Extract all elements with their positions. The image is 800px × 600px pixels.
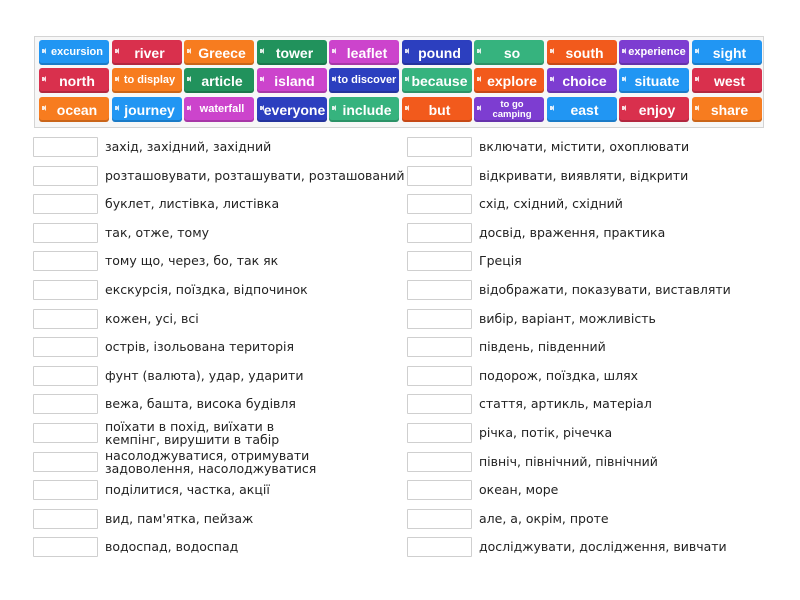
word-tile-label: enjoy (638, 101, 676, 118)
definition-text: буклет, листівка, листівка (105, 196, 280, 212)
speaker-icon[interactable] (42, 105, 46, 111)
word-tile-choice[interactable] (547, 68, 617, 93)
definition-text: досліджувати, дослідження, вивчати (479, 539, 727, 555)
speaker-icon[interactable] (622, 105, 626, 111)
word-tile-label: east (570, 101, 599, 118)
answer-slot[interactable] (407, 280, 472, 300)
speaker-icon[interactable] (42, 48, 46, 54)
word-tile-waterfall[interactable] (184, 97, 254, 122)
word-tile-everyone[interactable] (257, 97, 327, 122)
definition-text: водоспад, водоспад (105, 539, 239, 555)
answer-slot[interactable] (407, 309, 472, 329)
word-tile-label: to discover (337, 74, 397, 86)
answer-slot[interactable] (407, 137, 472, 157)
definition-text: схід, східний, східний (479, 196, 623, 212)
word-tile-ocean[interactable] (39, 97, 109, 122)
word-tile-label: choice (562, 72, 607, 89)
definition-text: але, а, окрім, проте (479, 510, 609, 526)
speaker-icon[interactable] (405, 48, 409, 54)
word-tile-label: article (201, 72, 243, 89)
word-tile-label: everyone (263, 101, 326, 118)
word-tile-label: excursion (51, 46, 103, 58)
word-tile-to-display[interactable] (112, 68, 182, 93)
answer-slot[interactable] (33, 452, 98, 472)
word-tile-river[interactable] (112, 40, 182, 65)
word-tile-label: share (710, 101, 749, 118)
speaker-icon[interactable] (695, 105, 699, 111)
speaker-icon[interactable] (477, 105, 481, 111)
answer-slot[interactable] (407, 452, 472, 472)
definition-text: відкривати, виявляти, відкрити (479, 167, 689, 183)
word-tile-island[interactable] (257, 68, 327, 93)
answer-slot[interactable] (33, 137, 98, 157)
definition-text: вибір, варіант, можливість (479, 310, 656, 326)
definition-text: насолоджуватися, отримувати задоволення, насолоджуватися (105, 447, 317, 476)
speaker-icon[interactable] (187, 48, 191, 54)
speaker-icon[interactable] (550, 105, 554, 111)
word-tile-article[interactable] (184, 68, 254, 93)
speaker-icon[interactable] (550, 48, 554, 54)
speaker-icon[interactable] (187, 76, 191, 82)
answer-slot[interactable] (407, 223, 472, 243)
word-tile-to-discover[interactable] (329, 68, 399, 93)
word-tile-label: include (342, 101, 392, 118)
definition-text: тому що, через, бо, так як (105, 253, 279, 269)
word-tile-enjoy[interactable] (619, 97, 689, 122)
answer-slot[interactable] (407, 337, 472, 357)
word-tile-west[interactable] (692, 68, 762, 93)
answer-slot[interactable] (407, 480, 472, 500)
word-tile-label: south (565, 44, 604, 61)
word-tile-label: journey (124, 101, 175, 118)
definition-text: фунт (валюта), удар, ударити (105, 367, 304, 383)
answer-slot[interactable] (33, 537, 98, 557)
word-tile-label: to go camping (492, 98, 532, 120)
word-tile-label: experience (628, 46, 686, 58)
definition-text: поділитися, частка, акції (105, 482, 270, 498)
speaker-icon[interactable] (332, 48, 336, 54)
speaker-icon[interactable] (695, 76, 699, 82)
speaker-icon[interactable] (115, 48, 119, 54)
word-tile-label: ocean (56, 101, 98, 118)
speaker-icon[interactable] (332, 105, 336, 111)
word-tile-excursion[interactable] (39, 40, 109, 65)
definition-text: поїхати в похід, виїхати в кемпінг, вирушити в табір (105, 419, 280, 447)
definition-text: відображати, показувати, виставляти (479, 282, 731, 297)
word-tile-journey[interactable] (112, 97, 182, 122)
word-tile-south[interactable] (547, 40, 617, 65)
definition-text: північ, північний, північний (479, 453, 658, 469)
answer-slot[interactable] (407, 423, 472, 443)
definition-text: острів, ізольована територія (105, 339, 295, 355)
definition-text: вид, пам'ятка, пейзаж (105, 510, 254, 526)
speaker-icon[interactable] (550, 76, 554, 82)
speaker-icon[interactable] (477, 48, 481, 54)
speaker-icon[interactable] (332, 76, 336, 82)
answer-slot[interactable] (33, 280, 98, 300)
answer-slot[interactable] (33, 223, 98, 243)
word-tile-label: leaflet (346, 44, 388, 61)
definition-text: кожен, усі, всі (105, 310, 199, 326)
word-tile-label: explore (487, 72, 537, 89)
answer-slot[interactable] (33, 309, 98, 329)
word-tile-pound[interactable] (402, 40, 472, 65)
word-tile-to-go-camping[interactable] (474, 97, 544, 122)
definition-text: річка, потік, річечка (479, 425, 613, 440)
definition-text: так, отже, тому (105, 224, 210, 240)
word-tile-label: pound (418, 44, 461, 61)
speaker-icon[interactable] (260, 48, 264, 54)
word-tile-explore[interactable] (474, 68, 544, 93)
word-tile-greece[interactable] (184, 40, 254, 65)
answer-slot[interactable] (33, 480, 98, 500)
answer-slot[interactable] (33, 394, 98, 414)
word-tile-label: because (411, 72, 468, 89)
answer-slot[interactable] (407, 251, 472, 271)
speaker-icon[interactable] (260, 76, 264, 82)
word-tile-label: river (134, 44, 165, 61)
answer-slot[interactable] (33, 366, 98, 386)
word-tile-because[interactable] (402, 68, 472, 93)
word-tile-situate[interactable] (619, 68, 689, 93)
speaker-icon[interactable] (187, 105, 191, 111)
definition-text: Греція (479, 253, 522, 269)
word-tile-experience[interactable] (619, 40, 689, 65)
answer-slot[interactable] (407, 194, 472, 214)
word-tile-label: island (274, 72, 315, 89)
speaker-icon[interactable] (405, 105, 409, 111)
answer-slot[interactable] (33, 423, 98, 443)
answer-slot[interactable] (407, 166, 472, 186)
word-tile-label: tower (275, 44, 314, 61)
word-tile-share[interactable] (692, 97, 762, 122)
definition-text: включати, містити, охоплювати (479, 139, 690, 154)
speaker-icon[interactable] (622, 76, 626, 82)
definition-text: екскурсія, поїздка, відпочинок (105, 282, 308, 297)
word-tile-label: but (428, 101, 451, 118)
speaker-icon[interactable] (695, 48, 699, 54)
answer-slot[interactable] (33, 509, 98, 529)
answer-slot[interactable] (33, 166, 98, 186)
definition-text: досвід, враження, практика (479, 224, 666, 240)
word-tile-label: to display (123, 74, 176, 86)
word-tile-label: sight (712, 44, 747, 61)
speaker-icon[interactable] (260, 105, 264, 111)
word-tile-label: so (503, 44, 521, 61)
answer-slot[interactable] (33, 251, 98, 271)
answer-slot[interactable] (407, 394, 472, 414)
speaker-icon[interactable] (115, 105, 119, 111)
word-tile-label: north (59, 72, 95, 89)
word-tile-label: waterfall (199, 103, 245, 115)
word-tile-but[interactable] (402, 97, 472, 122)
word-tile-tower[interactable] (257, 40, 327, 65)
definition-text: розташовувати, розташувати, розташований (105, 167, 405, 183)
word-tile-east[interactable] (547, 97, 617, 122)
definition-text: захід, західний, західний (105, 139, 272, 154)
definition-text: вежа, башта, висока будівля (105, 396, 296, 412)
word-tile-label: west (713, 72, 746, 89)
speaker-icon[interactable] (622, 48, 626, 54)
word-tile-sight[interactable] (692, 40, 762, 65)
word-tile-leaflet[interactable] (329, 40, 399, 65)
definition-text: стаття, артикль, матеріал (479, 396, 652, 412)
definition-text: південь, південний (479, 339, 606, 355)
definition-text: подорож, поїздка, шлях (479, 367, 638, 383)
word-tile-so[interactable] (474, 40, 544, 65)
answer-slot[interactable] (33, 337, 98, 357)
answer-slot[interactable] (407, 366, 472, 386)
word-tile-include[interactable] (329, 97, 399, 122)
speaker-icon[interactable] (42, 76, 46, 82)
answer-slot[interactable] (407, 509, 472, 529)
word-tile-north[interactable] (39, 68, 109, 93)
speaker-icon[interactable] (405, 76, 409, 82)
answer-slot[interactable] (33, 194, 98, 214)
word-tile-label: Greece (198, 44, 246, 61)
speaker-icon[interactable] (477, 76, 481, 82)
definition-text: океан, море (479, 482, 559, 498)
speaker-icon[interactable] (115, 76, 119, 82)
word-tile-label: situate (634, 72, 680, 89)
answer-slot[interactable] (407, 537, 472, 557)
